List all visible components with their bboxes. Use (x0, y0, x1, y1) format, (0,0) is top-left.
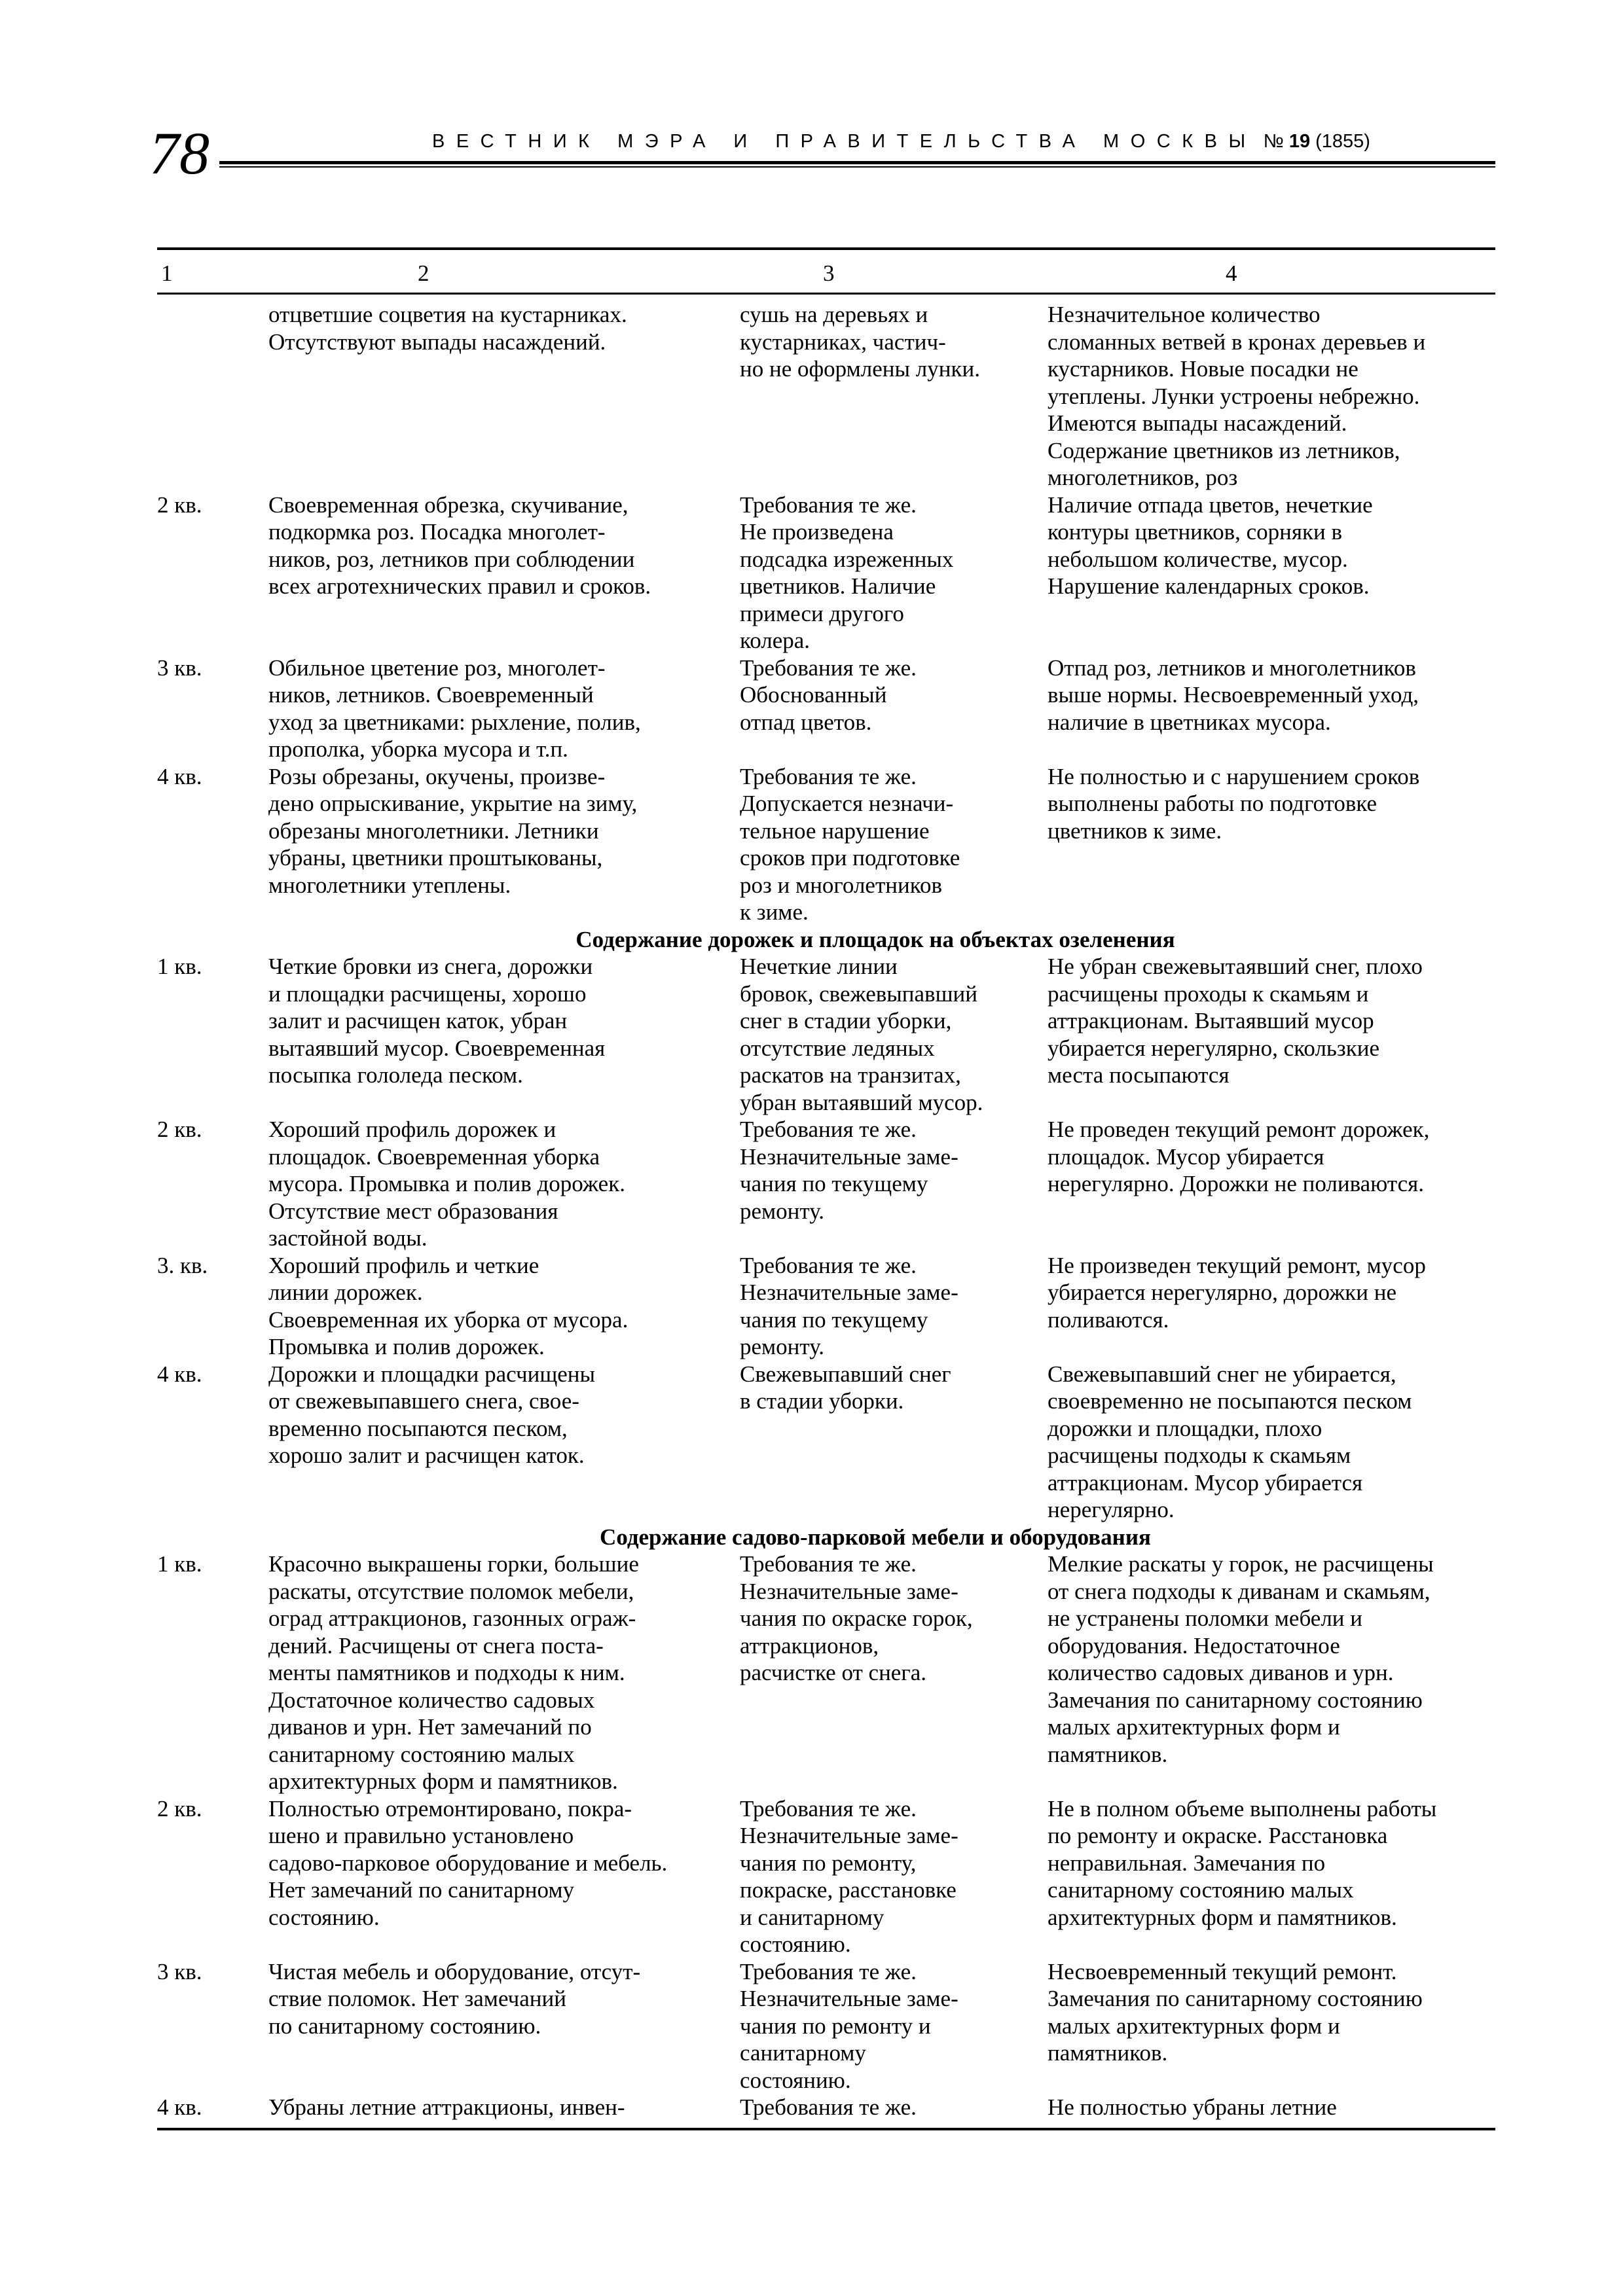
row-standard: Четкие бровки из снега, дорожки и площадки расчищены, хорошо залит и расчищен каток, убран вытаявший мусор. Своевременная посыпка гололеда песком. (268, 954, 606, 1088)
table-row (157, 492, 1495, 655)
row-acceptable: Требования те же. Допускается незначи- тельное нарушение сроков при подготовке роз и многолетников к зиме. (740, 763, 960, 925)
row-unsatisfactory: Наличие отпада цветов, нечеткие контуры цветников, сорняки в небольшом количестве, мусор. Нарушение календарных сроков. (1048, 492, 1373, 599)
table-row (157, 655, 1495, 763)
row-quarter: 1 кв. (157, 1551, 202, 1577)
row-standard: Обильное цветение роз, многолет- ников, летников. Своевременный уход за цветниками: рыхление, полив, прополка, уборка мусора и т.п. (268, 655, 641, 762)
row-unsatisfactory: Не полностью убраны летние (1048, 2094, 1337, 2120)
row-acceptable: Требования те же. Не произведена подсадка изреженных цветников. Наличие примеси другого колера. (740, 492, 954, 653)
row-acceptable: Требования те же. Незначительные заме- чания по окраске горок, аттракционов, расчистке от снега. (740, 1551, 973, 1685)
issue-number: 19 (1288, 131, 1311, 152)
row-acceptable: Требования те же. Незначительные заме- чания по текущему ремонту. (740, 1117, 958, 1224)
row-unsatisfactory: Мелкие раскаты у горок, не расчищены от снега подходы к диванам и скамьям, не устранены поломки мебели и оборудования. Недостаточное количество садовых диванов и урн. Замечания по санитарному состоянию малых архитектурных форм и памятников. (1048, 1551, 1434, 1767)
row-quarter: 4 кв. (157, 2094, 202, 2120)
section-title-paths: Содержание дорожек и площадок на объектах озеленения (575, 926, 1175, 952)
row-standard: отцветшие соцветия на кустарниках. Отсутствуют выпады насаждений. (268, 302, 627, 355)
table-body (157, 295, 1495, 2128)
row-quarter: 3 кв. (157, 655, 202, 681)
row-standard: Розы обрезаны, окучены, произве- дено опрыскивание, укрытие на зиму, обрезаны многолетники. Летники убраны, цветники проштыкованы, многолетники утеплены. (268, 763, 638, 898)
row-standard: Хороший профиль и четкие линии дорожек. Своевременная их уборка от мусора. Промывка и полив дорожек. (268, 1252, 629, 1359)
table-row (157, 763, 1495, 926)
row-quarter: 3. кв. (157, 1252, 208, 1278)
row-standard: Хороший профиль дорожек и площадок. Своевременная уборка мусора. Промывка и полив дорожек. Отсутствие мест образования застойной воды. (268, 1117, 625, 1251)
table-row (157, 1958, 1495, 2094)
issue-total: (1855) (1315, 131, 1370, 152)
row-acceptable: Требования те же. Обоснованный отпад цветов. (740, 655, 917, 735)
row-unsatisfactory: Свежевыпавший снег не убирается, своевременно не посыпаются песком дорожки и площадки, плохо расчищены подходы к скамьям аттракционам. Мусор убирается нерегулярно. (1048, 1361, 1412, 1522)
row-standard: Своевременная обрезка, скучивание, подкормка роз. Посадка многолет- ников, роз, летников при соблюдении всех агротехнических правил и сроков. (268, 492, 651, 599)
row-unsatisfactory: Отпад роз, летников и многолетников выше нормы. Несвоевременный уход, наличие в цветниках мусора. (1048, 655, 1419, 735)
column-header-4: 4 (1226, 260, 1237, 286)
row-quarter: 2 кв. (157, 1117, 202, 1142)
table-row (157, 2094, 1495, 2128)
row-unsatisfactory: Не произведен текущий ремонт, мусор убирается нерегулярно, дорожки не поливаются. (1048, 1252, 1426, 1333)
issue-label (1264, 131, 1370, 152)
row-standard: Полностью отремонтировано, покра- шено и правильно установлено садово-парковое оборудование и мебель. Нет замечаний по санитарному состоянию. (268, 1795, 668, 1930)
page-number: 78 (149, 120, 210, 187)
row-unsatisfactory: Не полностью и с нарушением сроков выполнены работы по подготовке цветников к зиме. (1048, 763, 1420, 844)
row-standard: Чистая мебель и оборудование, отсут- ствие поломок. Нет замечаний по санитарному состоянию. (268, 1958, 641, 2039)
row-acceptable: Требования те же. Незначительные заме- чания по текущему ремонту. (740, 1252, 958, 1359)
table-row (157, 1551, 1495, 1795)
row-acceptable: сушь на деревьях и кустарниках, частич- но не оформлены лунки. (740, 302, 980, 382)
table-bottom-rule (157, 2128, 1495, 2130)
row-standard: Красочно выкрашены горки, большие раскаты, отсутствие поломок мебели, оград аттракционов, газонных ограж- дений. Расчищены от снега поста- менты памятников и подходы к ним. Достаточное количество садовых диванов и урн. Нет замечаний по санитарному состоянию малых архитектурных форм и памятников. (268, 1551, 639, 1794)
row-quarter (157, 301, 268, 492)
table-header (157, 247, 1495, 295)
row-quarter: 3 кв. (157, 1958, 202, 1984)
table-row (157, 1116, 1495, 1252)
row-standard: Убраны летние аттракционы, инвен- (268, 2094, 625, 2120)
standards-table (157, 247, 1495, 2130)
table-row (157, 953, 1495, 1116)
header-rule (219, 161, 1495, 168)
row-quarter: 2 кв. (157, 1795, 202, 1821)
table-row (157, 1252, 1495, 1361)
row-unsatisfactory: Незначительное количество сломанных ветвей в кронах деревьев и кустарников. Новые посадки не утеплены. Лунки устроены небрежно. Имеются выпады насаждений. Содержание цветников из летников, многолетников, роз (1048, 302, 1426, 490)
column-header-1: 1 (161, 260, 173, 286)
row-acceptable: Свежевыпавший снег в стадии уборки. (740, 1361, 951, 1414)
row-quarter: 2 кв. (157, 492, 202, 518)
journal-title: ВЕСТНИК МЭРА И ПРАВИТЕЛЬСТВА МОСКВЫ (432, 131, 1257, 152)
row-quarter: 4 кв. (157, 1361, 202, 1387)
table-row (157, 1361, 1495, 1524)
running-head (432, 131, 1493, 152)
row-acceptable: Нечеткие линии бровок, свежевыпавший снег в стадии уборки, отсутствие ледяных раскатов на транзитах, убран вытаявший мусор. (740, 954, 983, 1115)
row-acceptable: Требования те же. (740, 2094, 917, 2120)
row-unsatisfactory: Не проведен текущий ремонт дорожек, площадок. Мусор убирается нерегулярно. Дорожки не поливаются. (1048, 1117, 1430, 1196)
issue-prefix: № (1263, 131, 1284, 152)
row-unsatisfactory: Не в полном объеме выполнены работы по ремонту и окраске. Расстановка неправильная. Замечания по санитарному состоянию малых архитектурных форм и памятников. (1048, 1795, 1437, 1930)
row-acceptable: Требования те же. Незначительные заме- чания по ремонту, покраске, расстановке и санитарному состоянию. (740, 1795, 958, 1957)
row-acceptable: Требования те же. Незначительные заме- чания по ремонту и санитарному состоянию. (740, 1958, 958, 2093)
section-title-furniture: Содержание садово-парковой мебели и оборудования (600, 1524, 1151, 1550)
row-quarter: 1 кв. (157, 954, 202, 979)
column-header-3: 3 (823, 260, 835, 286)
row-standard: Дорожки и площадки расчищены от свежевыпавшего снега, свое- временно посыпаются песком, хорошо залит и расчищен каток. (268, 1361, 596, 1468)
column-header-2: 2 (418, 260, 429, 286)
row-unsatisfactory: Несвоевременный текущий ремонт. Замечания по санитарному состоянию малых архитектурных форм и памятников. (1048, 1958, 1423, 2066)
row-quarter: 4 кв. (157, 763, 202, 789)
table-row (157, 1795, 1495, 1958)
row-unsatisfactory: Не убран свежевытаявший снег, плохо расчищены проходы к скамьям и аттракционам. Вытаявший мусор убирается нерегулярно, скользкие места посыпаются (1048, 954, 1423, 1088)
table-row (157, 301, 1495, 492)
